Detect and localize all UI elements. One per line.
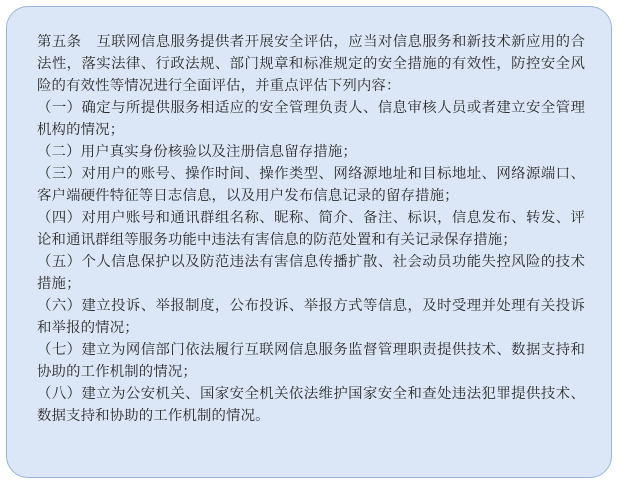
article-item-1: （一）确定与所提供服务相适应的安全管理负责人、信息审核人员或者建立安全管理机构的情况； (37, 100, 585, 138)
article-panel (6, 6, 612, 478)
article-heading: 第五条 (37, 34, 82, 50)
article-item-6: （六）建立投诉、举报制度，公布投诉、举报方式等信息，及时受理并处理有关投诉和举报的情况； (37, 298, 585, 336)
article-intro-paragraph (37, 31, 585, 97)
article-item-3: （三）对用户的账号、操作时间、操作类型、网络源地址和目标地址、网络源端口、客户端硬件特征等日志信息，以及用户发布信息记录的留存措施； (37, 166, 585, 204)
article-item-5: （五）个人信息保护以及防范违法有害信息传播扩散、社会动员功能失控风险的技术措施； (37, 254, 585, 292)
article-item-7: （七）建立为网信部门依法履行互联网信息服务监督管理职责提供技术、数据支持和协助的工作机制的情况； (37, 342, 585, 380)
article-intro-text: 互联网信息服务提供者开展安全评估，应当对信息服务和新技术新应用的合法性，落实法律、行政法规、部门规章和标准规定的安全措施的有效性，防控安全风险的有效性等情况进行全面评估，并重点评估下列内容： (37, 34, 586, 94)
article-item-2: （二）用户真实身份核验以及注册信息留存措施； (37, 144, 357, 160)
article-item-4: （四）对用户账号和通讯群组名称、昵称、简介、备注、标识，信息发布、转发、评论和通讯群组等服务功能中违法有害信息的防范处置和有关记录保存措施； (37, 210, 585, 248)
article-item-8: （八）建立为公安机关、国家安全机关依法维护国家安全和查处违法犯罪提供技术、数据支持和协助的工作机制的情况。 (37, 386, 585, 424)
